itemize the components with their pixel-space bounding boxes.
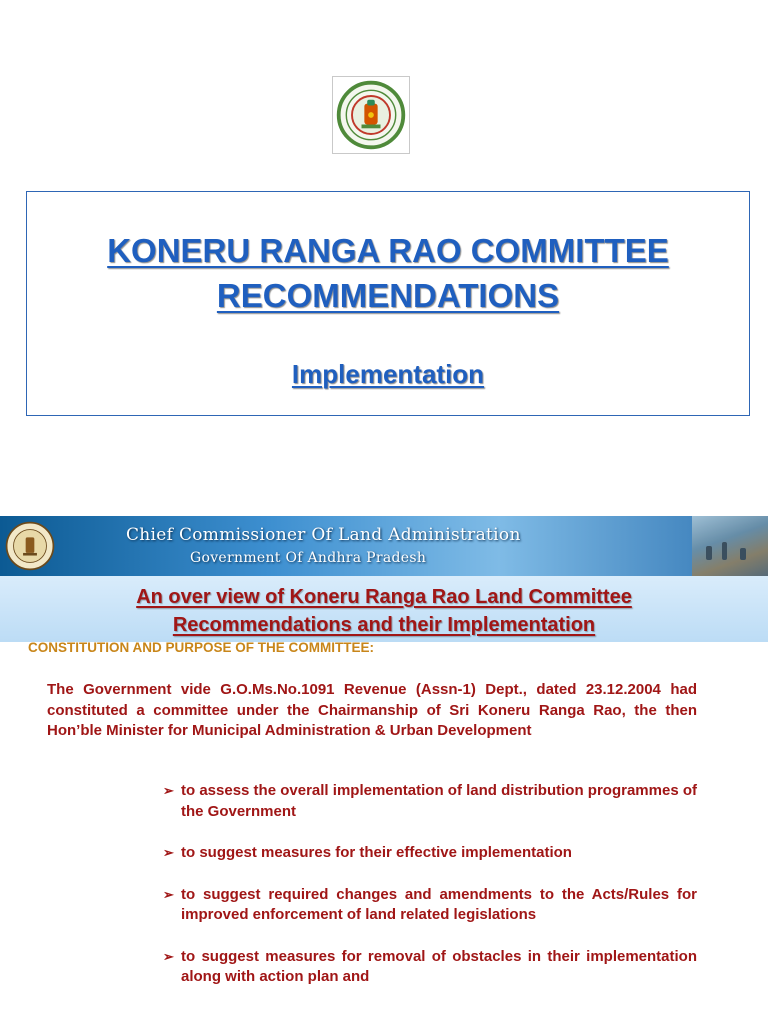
title-line-1: KONERU RANGA RAO COMMITTEE <box>107 232 669 269</box>
list-item-text: to suggest required changes and amendments to the Acts/Rules for improved enforcement of land related legislations <box>181 885 697 923</box>
intro-paragraph: The Government vide G.O.Ms.No.1091 Revenue (Assn-1) Dept., dated 23.12.2004 had constituted a committee under the Chairmanship of Sri Koneru Ranga Rao, the then Hon’ble Minister for Municipal Administration & Urban Development <box>47 681 697 739</box>
overview-line-2: Recommendations and their Implementation <box>172 614 596 636</box>
title-box <box>26 191 750 416</box>
banner-subtitle: Government Of Andhra Pradesh <box>190 550 427 566</box>
list-item <box>163 885 697 926</box>
banner-photo <box>692 516 768 576</box>
list-item <box>163 947 697 988</box>
arrow-bullet-icon: ➢ <box>163 845 174 860</box>
list-item <box>163 843 697 864</box>
section-heading: CONSTITUTION AND PURPOSE OF THE COMMITTEE: <box>28 640 374 655</box>
arrow-bullet-icon: ➢ <box>163 886 174 902</box>
header-banner <box>0 516 768 576</box>
purpose-list <box>163 781 697 1009</box>
arrow-bullet-icon: ➢ <box>163 948 174 964</box>
arrow-bullet-icon: ➢ <box>163 783 174 798</box>
list-item-text: to suggest measures for their effective implementation <box>181 844 572 861</box>
overview-line-1: An over view of Koneru Ranga Rao Land Committee <box>136 586 632 608</box>
banner-title: Chief Commissioner Of Land Administration <box>126 525 521 545</box>
banner-emblem-logo <box>4 520 56 572</box>
page-subtitle: Implementation <box>291 359 485 389</box>
list-item-text: to suggest measures for removal of obstacles in their implementation along with action plan and <box>181 947 697 985</box>
government-emblem-logo <box>332 76 410 154</box>
overview-heading <box>0 576 768 642</box>
list-item-text: to assess the overall implementation of land distribution programmes of the Government <box>181 782 697 820</box>
title-line-2: RECOMMENDATIONS <box>216 277 560 314</box>
list-item <box>163 781 697 822</box>
page-title <box>27 228 749 318</box>
